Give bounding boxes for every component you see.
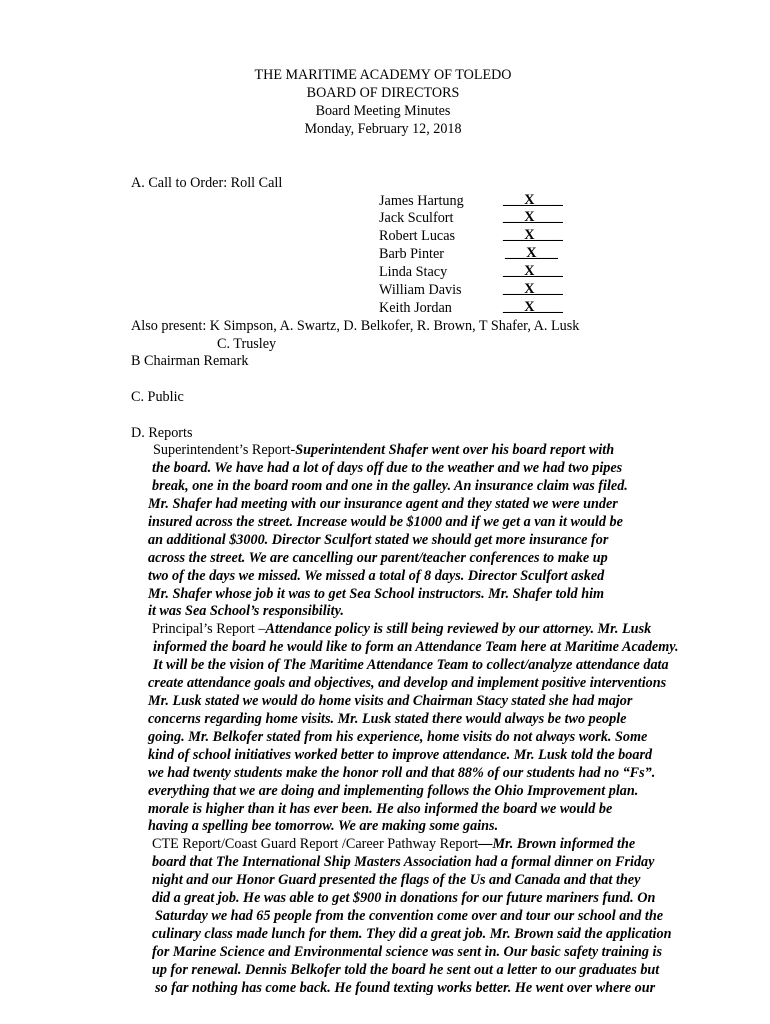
report-text: the board. We have had a lot of days off due to the weather and we had two pipes	[152, 460, 623, 476]
report-text: for Marine Science and Environmental science was sent in. Our basic safety training is	[152, 944, 663, 960]
chairman-remark-heading: B Chairman Remark	[131, 353, 249, 369]
report-text: so far nothing has come back. He found texting works better. He went over where our	[155, 980, 656, 996]
report-text: Attendance policy is still being reviewed by our attorney. Mr. Lusk	[265, 621, 652, 637]
report-text: did a great job. He was able to get $900 in donations for our future mariners fund. On	[152, 890, 656, 906]
report-text: an additional $3000. Director Sculfort stated we should get more insurance for	[148, 532, 609, 548]
report-text: it was Sea School’s responsibility.	[148, 603, 344, 619]
cte-report-line	[152, 836, 635, 853]
attendance-mark: ___X____	[503, 263, 563, 279]
report-text: It will be the vision of The Maritime Attendance Team to collect/analyze attendance data	[153, 657, 669, 673]
report-text: night and our Honor Guard presented the flags of the Us and Canada and that they	[152, 872, 641, 888]
report-text: kind of school initiatives worked better to improve attendance. Mr. Lusk told the board	[148, 747, 653, 763]
report-text: Mr. Shafer whose job it was to get Sea School instructors. Mr. Shafer told him	[148, 586, 605, 602]
principal-report-label: Principal’s Report –	[152, 621, 266, 637]
attendance-mark: ___X___	[505, 245, 558, 261]
report-text: everything that we are doing and implementing follows the Ohio Improvement plan.	[148, 783, 639, 799]
report-text: concerns regarding home visits. Mr. Lusk stated there would always be two people	[148, 711, 627, 727]
cte-report-label: CTE Report/Coast Guard Report /Career Pathway Report	[152, 836, 479, 852]
report-text: Mr. Lusk stated we would do home visits and Chairman Stacy stated she had major	[148, 693, 633, 709]
member-name: Robert Lucas	[379, 228, 456, 244]
attendance-mark: ___X____	[503, 281, 563, 297]
report-text: across the street. We are cancelling our parent/teacher conferences to make up	[148, 550, 608, 566]
report-text: we had twenty students make the honor roll and that 88% of our students had no “Fs”.	[148, 765, 656, 781]
report-text: going. Mr. Belkofer stated from his experience, home visits do not always work. Some	[148, 729, 648, 745]
member-name: Keith Jordan	[379, 300, 452, 316]
meeting-date: Monday, February 12, 2018	[304, 121, 462, 137]
reports-heading: D. Reports	[131, 425, 193, 441]
report-text: two of the days we missed. We missed a total of 8 days. Director Sculfort asked	[148, 568, 605, 584]
public-heading: C. Public	[131, 389, 184, 405]
board-title: BOARD OF DIRECTORS	[306, 85, 460, 101]
report-text: break, one in the board room and one in the galley. An insurance claim was filed.	[152, 478, 628, 494]
member-name: Barb Pinter	[379, 246, 445, 262]
report-text: having a spelling bee tomorrow. We are making some gains.	[148, 818, 499, 834]
roll-call-heading: A. Call to Order: Roll Call	[131, 175, 283, 191]
report-text: morale is higher than it has ever been. He also informed the board we would be	[148, 801, 613, 817]
report-text: informed the board he would like to form an Attendance Team here at Maritime Academy.	[153, 639, 679, 655]
attendance-mark: ___X____	[503, 192, 563, 208]
report-text: Saturday we had 65 people from the convention come over and tour our school and the	[155, 908, 664, 924]
report-text: create attendance goals and objectives, and develop and implement positive interventions	[148, 675, 667, 691]
member-name: James Hartung	[379, 193, 464, 209]
doc-type: Board Meeting Minutes	[315, 103, 451, 119]
member-name: Jack Sculfort	[379, 210, 454, 226]
principal-report-line	[152, 621, 651, 638]
also-present: Also present: K Simpson, A. Swartz, D. Belkofer, R. Brown, T Shafer, A. Lusk	[131, 318, 580, 334]
report-text: culinary class made lunch for them. They did a great job. Mr. Brown said the application	[152, 926, 672, 942]
org-title: THE MARITIME ACADEMY OF TOLEDO	[254, 67, 512, 83]
superintendent-report-label: Superintendent’s Report-	[153, 442, 296, 458]
report-text: Mr. Shafer had meeting with our insurance agent and they stated we were under	[148, 496, 618, 512]
report-text: board that The International Ship Masters Association had a formal dinner on Friday	[152, 854, 655, 870]
also-present-cont: C. Trusley	[217, 336, 277, 352]
attendance-mark: ___X____	[503, 299, 563, 315]
report-text: Superintendent Shafer went over his board report with	[295, 442, 615, 458]
report-text: insured across the street. Increase would be $1000 and if we get a van it would be	[148, 514, 623, 530]
attendance-mark: ___X____	[503, 209, 563, 225]
superintendent-report-line	[153, 442, 614, 459]
member-name: William Davis	[379, 282, 462, 298]
attendance-mark: ___X____	[503, 227, 563, 243]
report-text: up for renewal. Dennis Belkofer told the board he sent out a letter to our graduates but	[152, 962, 660, 978]
member-name: Linda Stacy	[379, 264, 448, 280]
report-text: —Mr. Brown informed the	[478, 836, 636, 852]
